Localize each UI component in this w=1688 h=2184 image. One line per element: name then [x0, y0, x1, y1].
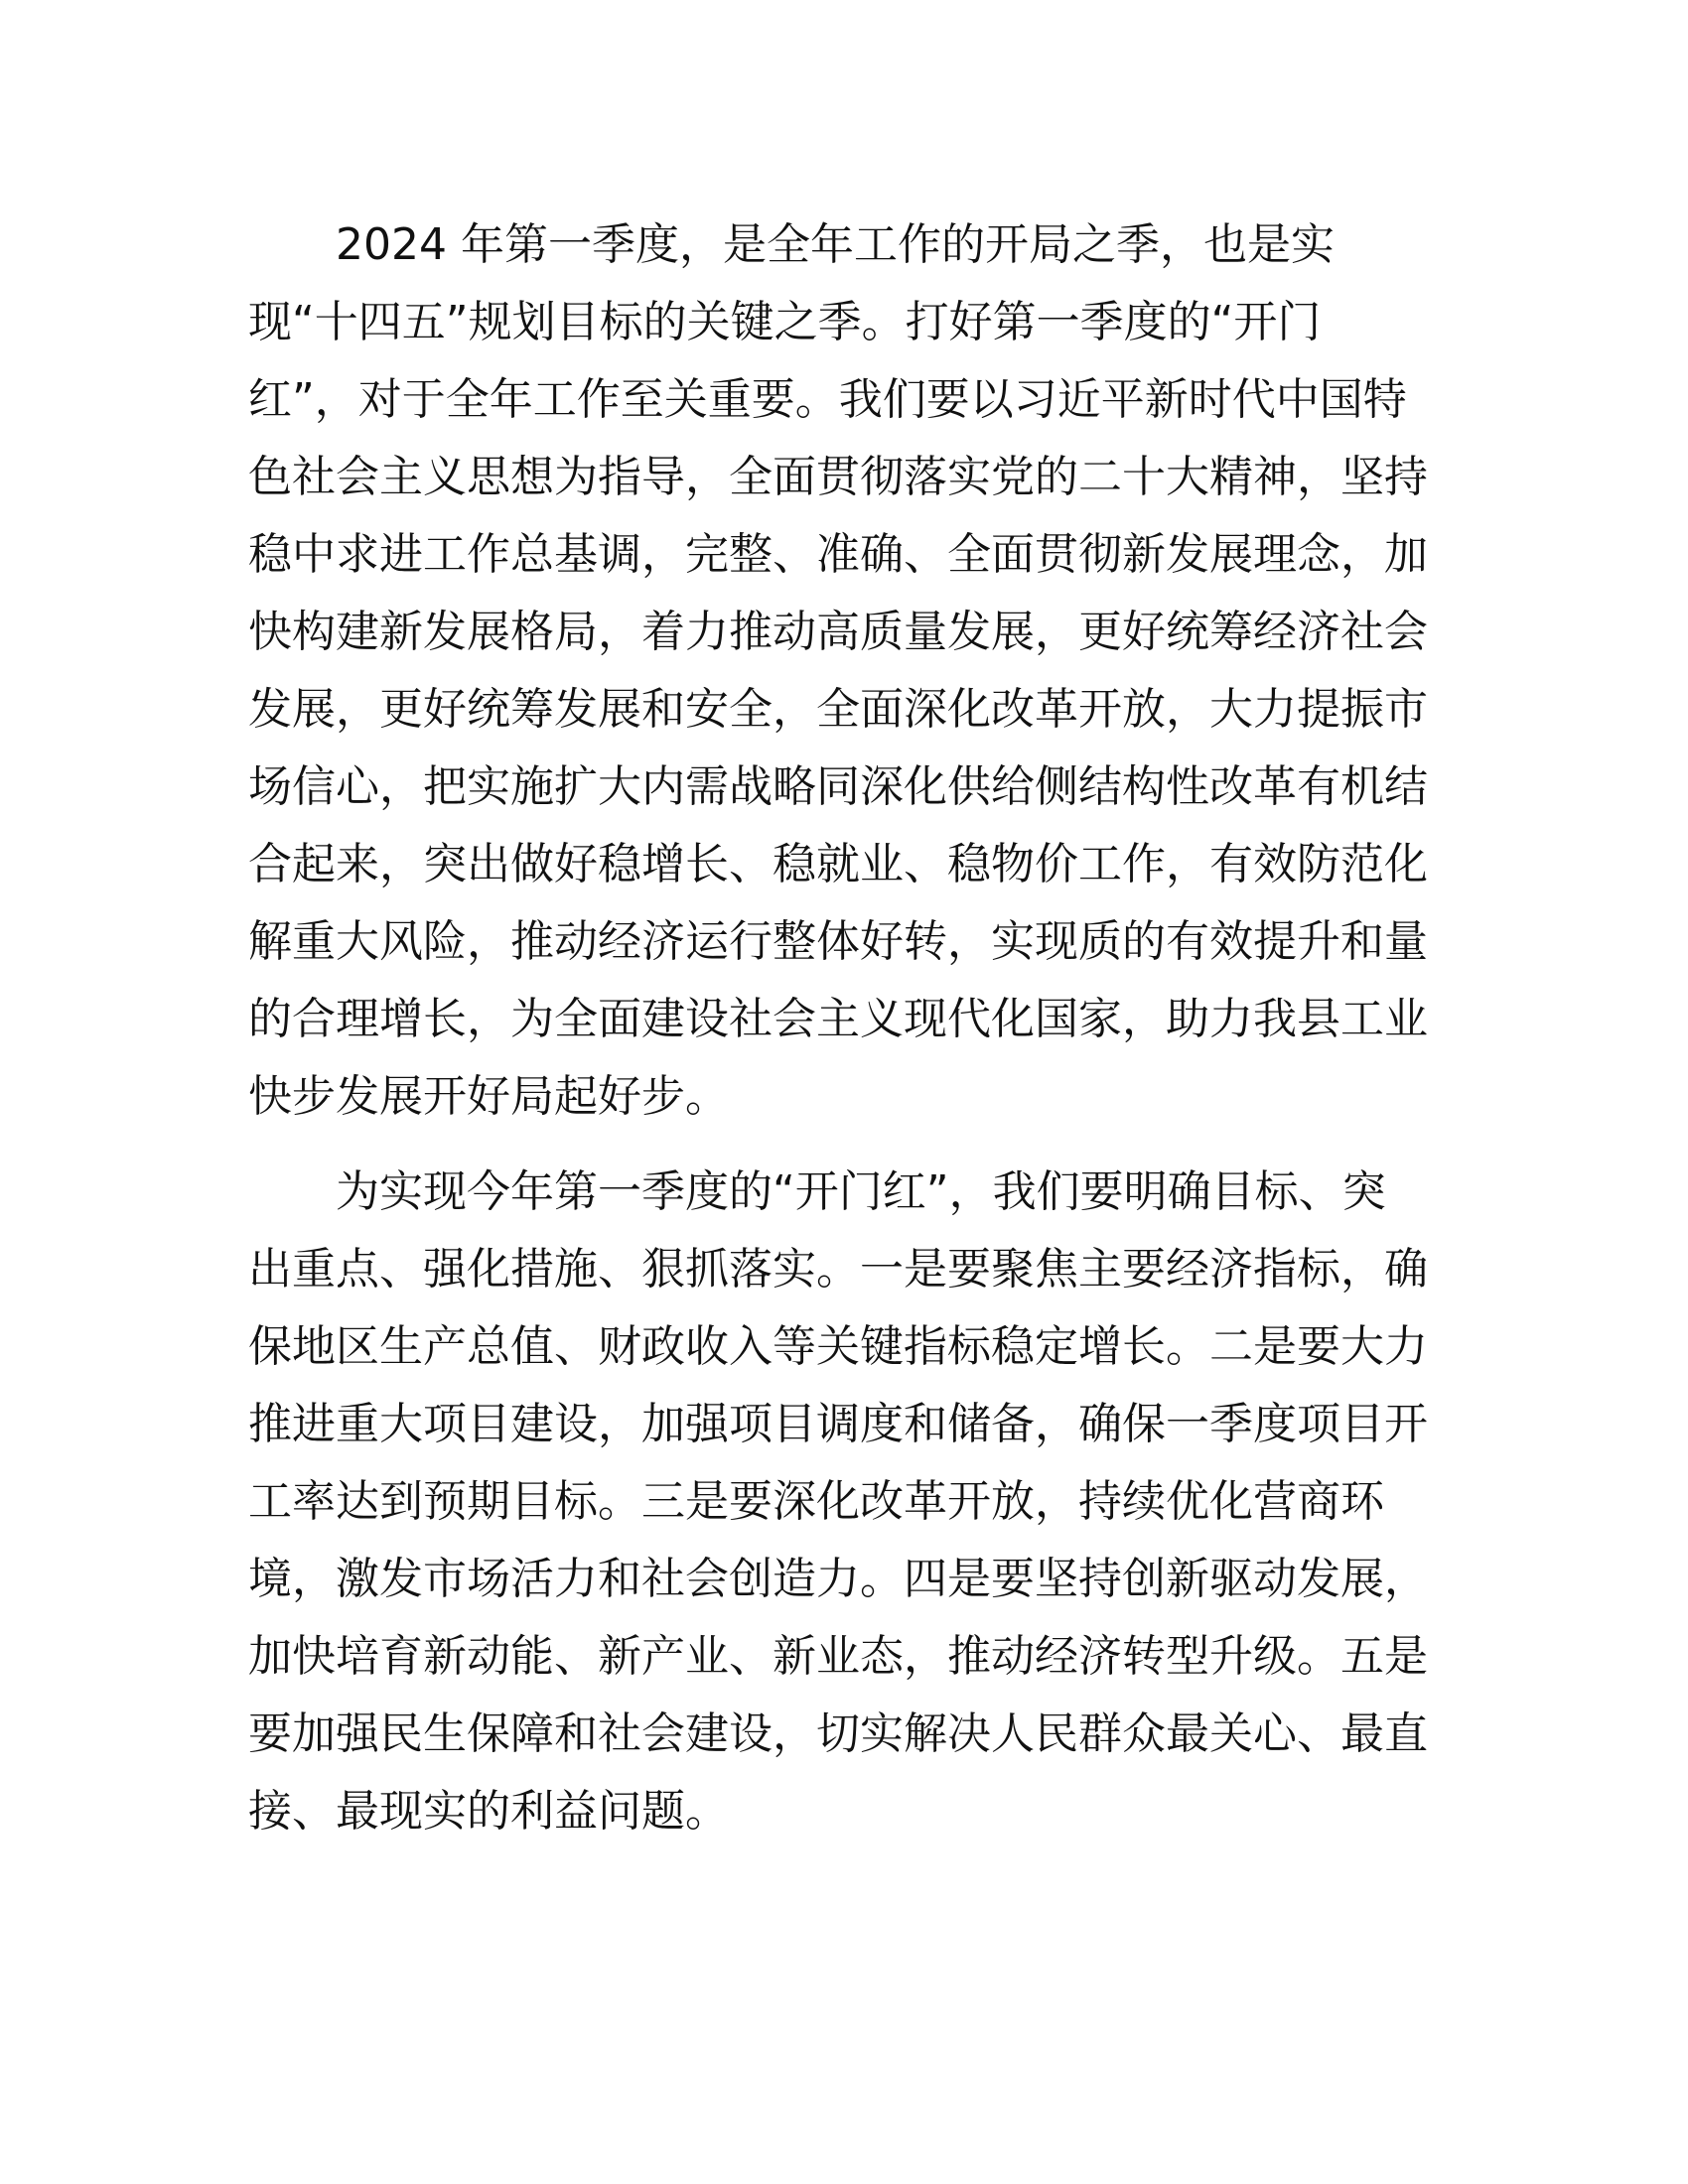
- paragraph-1-line-11: 的合理增长，为全面建设社会主义现代化国家，助力我县工业: [248, 994, 1428, 1044]
- paragraph-2-line-9: 接、最现实的利益问题。: [248, 1786, 729, 1837]
- paragraph-1: [248, 206, 1430, 1136]
- paragraph-2-line-6: 境，激发市场活力和社会创造力。四是要坚持创新驱动发展，: [248, 1554, 1428, 1604]
- paragraph-2-line-1: 为实现今年第一季度的“开门红”，我们要明确目标、突: [336, 1166, 1386, 1217]
- paragraph-1-line-4: 色社会主义思想为指导，全面贯彻落实党的二十大精神，坚持: [248, 452, 1428, 502]
- paragraph-1-line-5: 稳中求进工作总基调，完整、准确、全面贯彻新发展理念，加: [248, 529, 1428, 580]
- paragraph-2-line-3: 保地区生产总值、财政收入等关键指标稳定增长。二是要大力: [248, 1321, 1428, 1372]
- paragraph-1-line-7: 发展，更好统筹发展和安全，全面深化改革开放，大力提振市: [248, 684, 1428, 735]
- paragraph-2-line-5: 工率达到预期目标。三是要深化改革开放，持续优化营商环: [248, 1476, 1384, 1527]
- paragraph-1-line-12: 快步发展开好局起好步。: [248, 1071, 729, 1122]
- paragraph-2-line-8: 要加强民生保障和社会建设，切实解决人民群众最关心、最直: [248, 1708, 1428, 1759]
- paragraph-1-line-1: 2024 年第一季度，是全年工作的开局之季，也是实: [336, 219, 1335, 270]
- paragraph-1-line-2: 现“十四五”规划目标的关键之季。打好第一季度的“开门: [248, 297, 1322, 347]
- paragraph-2: [248, 1154, 1430, 1850]
- paragraph-2-line-2: 出重点、强化措施、狠抓落实。一是要聚焦主要经济指标，确: [248, 1244, 1428, 1295]
- paragraph-2-line-4: 推进重大项目建设，加强项目调度和储备，确保一季度项目开: [248, 1399, 1428, 1449]
- paragraph-1-line-8: 场信心，把实施扩大内需战略同深化供给侧结构性改革有机结: [248, 761, 1428, 812]
- paragraph-1-line-9: 合起来，突出做好稳增长、稳就业、稳物价工作，有效防范化: [248, 839, 1428, 889]
- paragraph-2-line-7: 加快培育新动能、新产业、新业态，推动经济转型升级。五是: [248, 1631, 1428, 1682]
- paragraph-1-line-6: 快构建新发展格局，着力推动高质量发展，更好统筹经济社会: [248, 607, 1428, 657]
- document-body: [248, 206, 1430, 1868]
- paragraph-1-line-10: 解重大风险，推动经济运行整体好转，实现质的有效提升和量: [248, 916, 1428, 967]
- paragraph-1-line-3: 红”，对于全年工作至关重要。我们要以习近平新时代中国特: [248, 374, 1407, 425]
